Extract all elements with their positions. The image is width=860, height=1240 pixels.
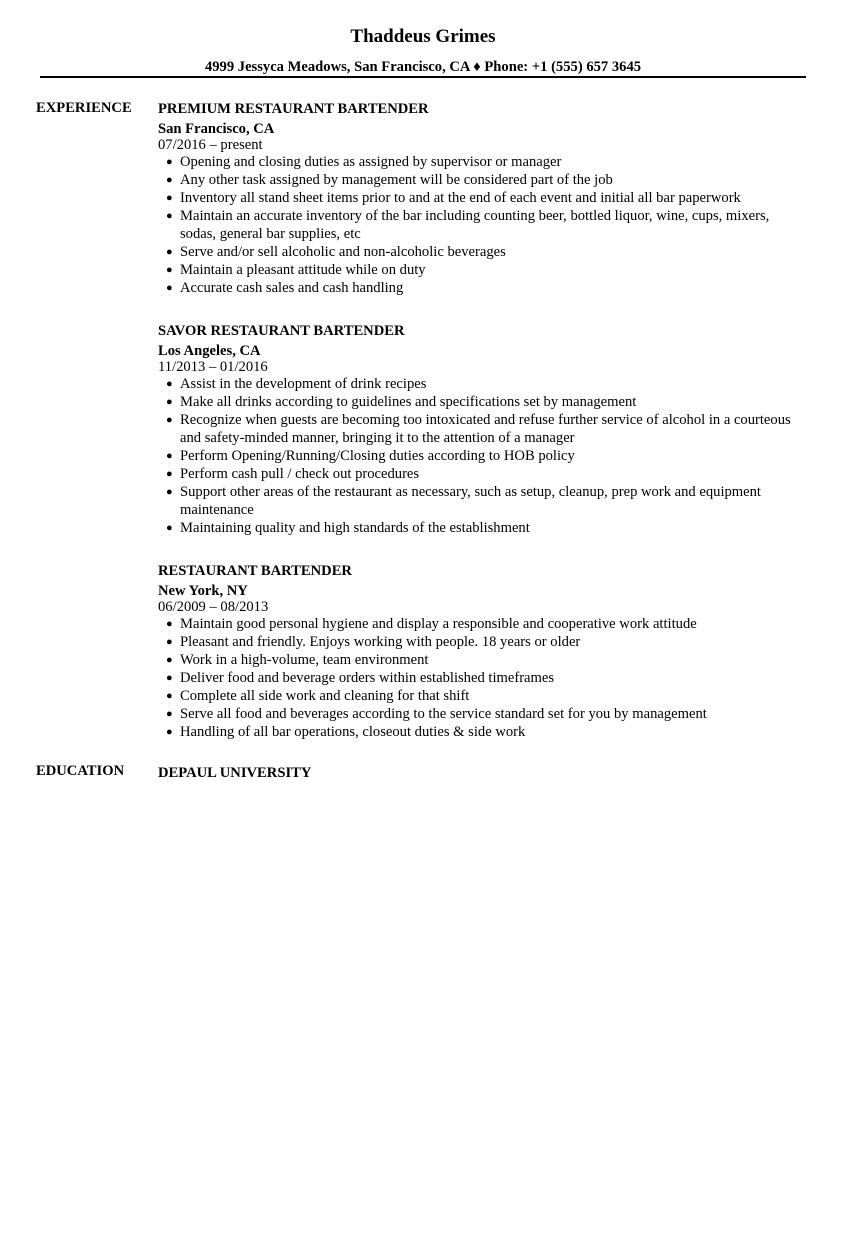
- duty-text: Any other task assigned by management will be considered part of the job: [180, 172, 613, 188]
- duty-text: Deliver food and beverage orders within established timeframes: [180, 670, 555, 686]
- duty-list: [158, 375, 808, 537]
- bullet-icon: ●: [166, 654, 173, 666]
- duty-text: Serve all food and beverages according to the service standard set for you by management: [180, 706, 707, 722]
- duty-text: Serve and/or sell alcoholic and non-alcoholic beverages: [180, 244, 506, 260]
- duty-item: [158, 243, 808, 261]
- experience-body: [158, 99, 808, 765]
- job-dates: 07/2016 – present: [158, 137, 263, 153]
- bullet-icon: ●: [166, 726, 173, 738]
- candidate-name: Thaddeus Grimes: [350, 26, 496, 47]
- duty-item: [158, 153, 808, 171]
- duty-text: Pleasant and friendly. Enjoys working with people. 18 years or older: [180, 634, 581, 650]
- duty-item: [158, 483, 808, 519]
- duty-text: Accurate cash sales and cash handling: [180, 280, 404, 296]
- job-dates: 06/2009 – 08/2013: [158, 599, 269, 615]
- job-entry: [158, 321, 808, 537]
- duty-text: Complete all side work and cleaning for that shift: [180, 688, 470, 704]
- bullet-icon: ●: [166, 486, 173, 498]
- duty-text: Recognize when guests are becoming too intoxicated and refuse further service of alcohol in a courteous and safety-minded manner, bringing it to the attention of a manager: [180, 412, 791, 446]
- duty-item: [158, 519, 808, 537]
- duty-item: [158, 615, 808, 633]
- bullet-icon: ●: [166, 522, 173, 534]
- education-body: [158, 762, 808, 782]
- duty-item: [158, 393, 808, 411]
- bullet-icon: ●: [166, 174, 173, 186]
- duty-item: [158, 279, 808, 297]
- experience-heading: EXPERIENCE: [36, 100, 132, 116]
- duty-item: [158, 447, 808, 465]
- duty-text: Perform cash pull / check out procedures: [180, 466, 420, 482]
- bullet-icon: ●: [166, 468, 173, 480]
- job-location: Los Angeles, CA: [158, 343, 261, 359]
- job-entry: [158, 99, 808, 297]
- header-divider: [40, 76, 806, 78]
- contact-info: 4999 Jessyca Meadows, San Francisco, CA ♦ Phone: +1 (555) 657 3645: [204, 59, 642, 75]
- duty-list: [158, 615, 808, 741]
- bullet-icon: ●: [166, 450, 173, 462]
- bullet-icon: ●: [166, 282, 173, 294]
- job-title: SAVOR RESTAURANT BARTENDER: [158, 323, 405, 339]
- duty-item: [158, 687, 808, 705]
- duty-item: [158, 207, 808, 243]
- duty-text: Handling of all bar operations, closeout duties & side work: [180, 724, 526, 740]
- duty-text: Inventory all stand sheet items prior to and at the end of each event and initial all bar paperwork: [180, 190, 741, 206]
- duty-item: [158, 633, 808, 651]
- job-location: New York, NY: [158, 583, 248, 599]
- duty-text: Maintaining quality and high standards of the establishment: [180, 520, 530, 536]
- duty-item: [158, 669, 808, 687]
- duty-item: [158, 723, 808, 741]
- bullet-icon: ●: [166, 246, 173, 258]
- bullet-icon: ●: [166, 264, 173, 276]
- bullet-icon: ●: [166, 378, 173, 390]
- duty-text: Maintain an accurate inventory of the bar including counting beer, bottled liquor, wine, cups, mixers, sodas, general bar supplies, etc: [180, 208, 770, 242]
- job-location: San Francisco, CA: [158, 121, 275, 137]
- bullet-icon: ●: [166, 396, 173, 408]
- duty-list: [158, 153, 808, 297]
- bullet-icon: ●: [166, 672, 173, 684]
- duty-item: [158, 705, 808, 723]
- duty-text: Perform Opening/Running/Closing duties according to HOB policy: [180, 448, 575, 464]
- bullet-icon: ●: [166, 708, 173, 720]
- duty-item: [158, 261, 808, 279]
- duty-text: Maintain good personal hygiene and display a responsible and cooperative work attitude: [180, 616, 697, 632]
- education-heading: EDUCATION: [36, 763, 125, 779]
- bullet-icon: ●: [166, 690, 173, 702]
- job-dates: 11/2013 – 01/2016: [158, 359, 268, 375]
- bullet-icon: ●: [166, 636, 173, 648]
- duty-text: Opening and closing duties as assigned by supervisor or manager: [180, 154, 562, 170]
- bullet-icon: ●: [166, 618, 173, 630]
- job-title: RESTAURANT BARTENDER: [158, 563, 352, 579]
- duty-item: [158, 375, 808, 393]
- bullet-icon: ●: [166, 210, 173, 222]
- job-entry: [158, 561, 808, 741]
- bullet-icon: ●: [166, 192, 173, 204]
- school-name: DEPAUL UNIVERSITY: [158, 765, 312, 781]
- duty-item: [158, 465, 808, 483]
- duty-text: Support other areas of the restaurant as necessary, such as setup, cleanup, prep work and equipment maintenance: [180, 484, 761, 518]
- bullet-icon: ●: [166, 156, 173, 168]
- duty-text: Assist in the development of drink recipes: [180, 376, 427, 392]
- duty-item: [158, 189, 808, 207]
- job-title: PREMIUM RESTAURANT BARTENDER: [158, 101, 429, 117]
- duty-item: [158, 171, 808, 189]
- duty-text: Work in a high-volume, team environment: [180, 652, 429, 668]
- duty-item: [158, 651, 808, 669]
- bullet-icon: ●: [166, 414, 173, 426]
- duty-text: Make all drinks according to guidelines and specifications set by management: [180, 394, 637, 410]
- duty-item: [158, 411, 808, 447]
- duty-text: Maintain a pleasant attitude while on duty: [180, 262, 426, 278]
